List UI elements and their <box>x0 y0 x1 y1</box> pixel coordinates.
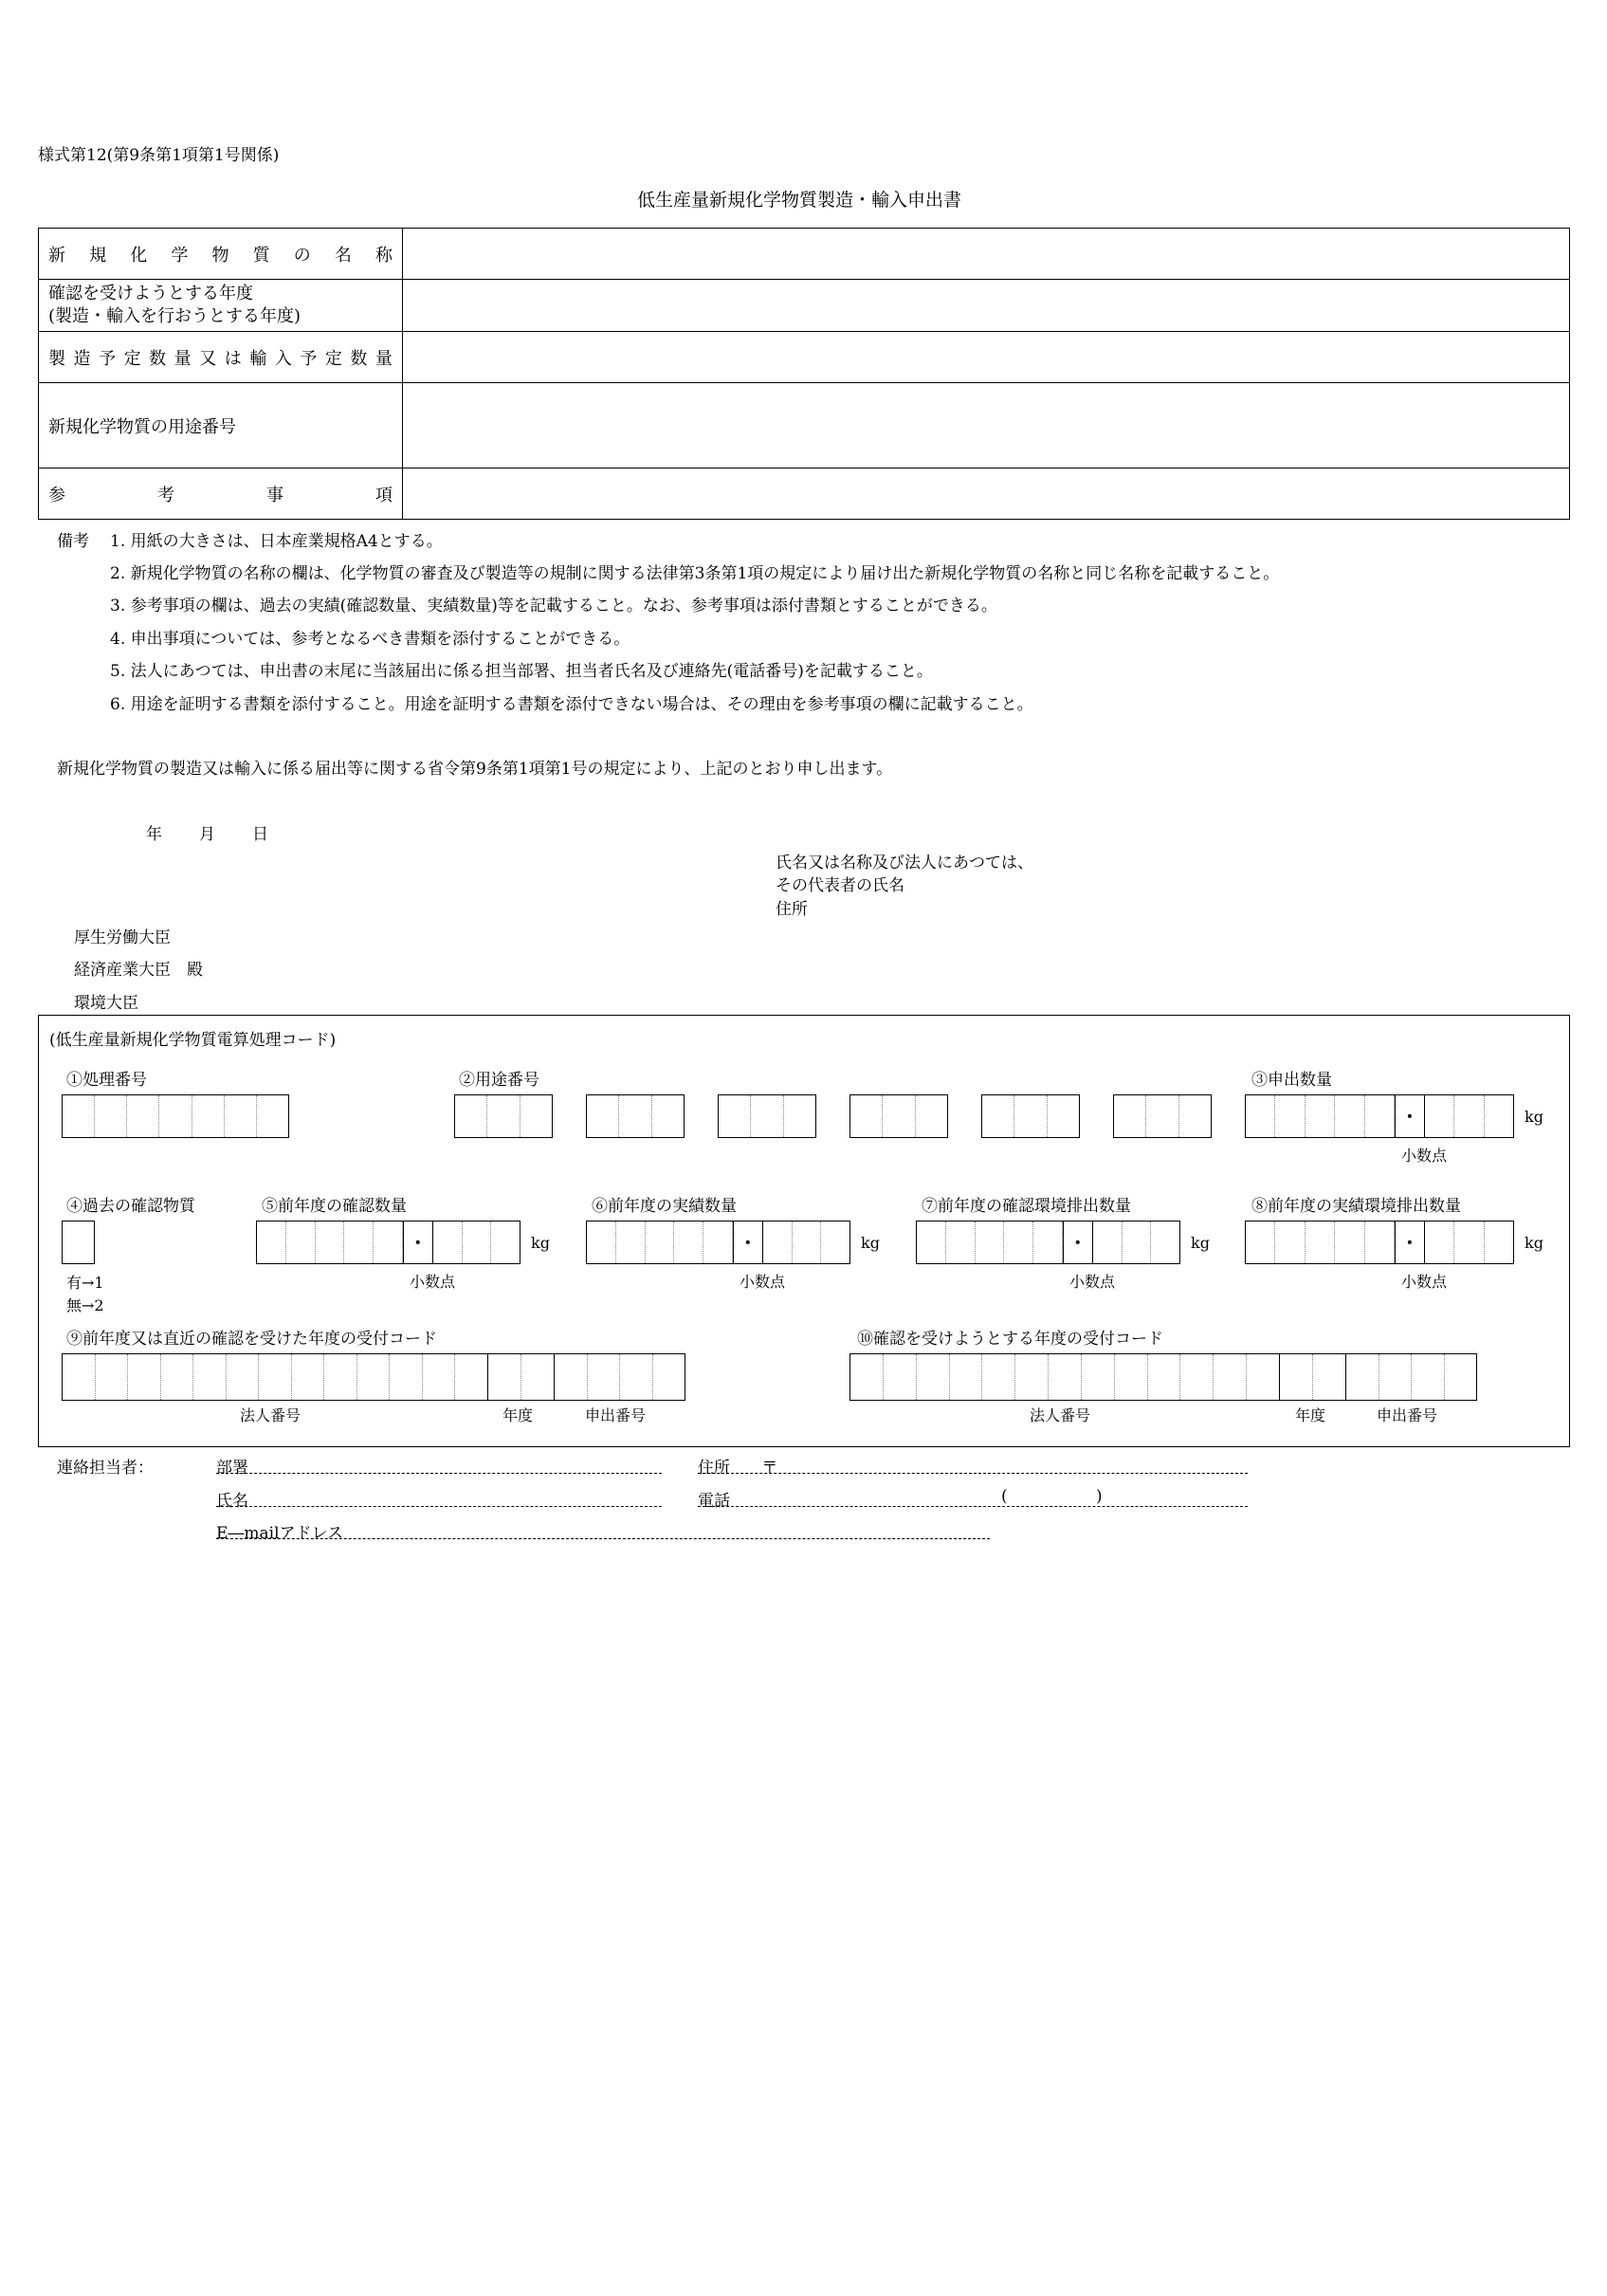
use-number-label: 新規化学物質の用途番号 <box>39 383 403 468</box>
label-char: 造 <box>73 348 91 369</box>
label-char: 化 <box>130 245 148 266</box>
phone-paren-close: ) <box>1096 1487 1103 1506</box>
fiscal-year-label-line1: 確認を受けようとする年度 <box>48 284 253 303</box>
fiscal-year-field[interactable] <box>403 280 1570 332</box>
use-number-box[interactable] <box>1113 1094 1212 1138</box>
planned-quantity-field[interactable] <box>403 332 1570 383</box>
note-item: 1. 用紙の大きさは、日本産業規格A4とする。 <box>110 532 443 551</box>
application-number-label: 申出番号 <box>1377 1406 1438 1424</box>
addressee-meti: 経済産業大臣 殿 <box>74 961 203 980</box>
label-char: 予 <box>300 348 318 369</box>
prev-confirmed-qty-label: ⑤前年度の確認数量 <box>262 1197 407 1216</box>
decimal-label: 小数点 <box>1401 1147 1448 1165</box>
addressee-moe: 環境大臣 <box>74 994 138 1013</box>
prev-reception-code-label: ⑨前年度又は直近の確認を受けた年度の受付コード <box>66 1330 437 1349</box>
label-char: 量 <box>374 348 393 369</box>
prev-actual-emission-label: ⑧前年度の実績環境排出数量 <box>1251 1197 1461 1216</box>
use-number-box[interactable] <box>849 1094 948 1138</box>
processing-number-label: ①処理番号 <box>66 1071 147 1090</box>
phone-label: 電話 <box>698 1492 730 1511</box>
decimal-point: ・ <box>403 1221 433 1263</box>
label-char: 名 <box>334 245 352 266</box>
processing-number-box[interactable] <box>62 1094 289 1138</box>
applicant-line2: その代表者の氏名 <box>776 876 904 895</box>
name-field[interactable] <box>216 1487 662 1511</box>
prev-confirmed-qty-box[interactable] <box>256 1221 520 1264</box>
label-char: 数 <box>350 348 368 369</box>
planned-quantity-label <box>39 332 403 383</box>
code-section-title: (低生産量新規化学物質電算処理コード) <box>49 1031 337 1050</box>
notes-heading: 備考 <box>57 532 89 551</box>
label-char: の <box>293 245 311 266</box>
use-number-box[interactable] <box>981 1094 1080 1138</box>
label-char: 事 <box>266 485 283 505</box>
fiscal-year-code-label: 年度 <box>1295 1406 1326 1424</box>
form-reference: 様式第12(第9条第1項第1号関係) <box>38 146 280 165</box>
decimal-point: ・ <box>1395 1221 1425 1263</box>
label-char: 学 <box>171 245 189 266</box>
label-char: 量 <box>173 348 192 369</box>
note-item: 6. 用途を証明する書類を添付すること。用途を証明する書類を添付できない場合は、その理由を参考事項の欄に記載すること。 <box>110 695 1033 714</box>
label-char: 入 <box>274 348 292 369</box>
fiscal-year-label <box>39 280 403 332</box>
decimal-label: 小数点 <box>1069 1273 1116 1291</box>
label-char: 新 <box>48 245 65 266</box>
note-item: 2. 新規化学物質の名称の欄は、化学物質の審査及び製造等の規制に関する法律第3条第1項の規定により届け出た新規化学物質の名称と同じ名称を記載すること。 <box>110 564 1280 583</box>
label-char: 考 <box>157 485 174 505</box>
application-number-label: 申出番号 <box>585 1406 647 1424</box>
prev-actual-qty-label: ⑥前年度の実績数量 <box>592 1197 737 1216</box>
decimal-label: 小数点 <box>410 1273 456 1291</box>
prev-actual-emission-box[interactable] <box>1245 1221 1514 1264</box>
date-month: 月 <box>199 825 215 844</box>
addressee-mhlw: 厚生労働大臣 <box>74 928 171 947</box>
yes-option: 有→1 <box>66 1274 104 1292</box>
unit-kg: kg <box>1525 1108 1543 1126</box>
no-option: 無→2 <box>66 1296 104 1314</box>
date-day: 日 <box>252 825 268 844</box>
label-char: 項 <box>375 485 393 505</box>
page-title: 低生産量新規化学物質製造・輸入申出書 <box>637 190 962 211</box>
label-char: 規 <box>89 245 107 266</box>
label-char: 又 <box>199 348 217 369</box>
phone-paren-open: ( <box>1001 1487 1008 1506</box>
decimal-label: 小数点 <box>740 1273 786 1291</box>
note-item: 3. 参考事項の欄は、過去の実績(確認数量、実績数量)等を記載すること。なお、参考事項は添付書類とすることができる。 <box>110 597 997 615</box>
decimal-point: ・ <box>1395 1095 1425 1137</box>
past-confirmed-label: ④過去の確認物質 <box>66 1197 195 1216</box>
prev-reception-code-box[interactable] <box>62 1353 685 1401</box>
label-char: 質 <box>252 245 270 266</box>
current-reception-code-label: ⑩確認を受けようとする年度の受付コード <box>857 1330 1163 1349</box>
department-label: 部署 <box>216 1459 248 1478</box>
prev-actual-qty-box[interactable] <box>586 1221 850 1264</box>
applicant-line1: 氏名又は名称及び法人にあつては、 <box>776 854 1033 872</box>
note-item: 5. 法人にあつては、申出書の末尾に当該届出に係る担当部署、担当者氏名及び連絡先(電話番号)を記載すること。 <box>110 662 933 681</box>
current-reception-code-box[interactable] <box>849 1353 1477 1401</box>
name-label: 氏名 <box>216 1492 248 1511</box>
use-number-box[interactable] <box>718 1094 816 1138</box>
decimal-label: 小数点 <box>1401 1273 1448 1291</box>
prev-confirmed-emission-label: ⑦前年度の確認環境排出数量 <box>922 1197 1131 1216</box>
label-char: 輸 <box>249 348 267 369</box>
substance-name-field[interactable] <box>403 229 1570 280</box>
applicant-address: 住所 <box>776 900 808 919</box>
postal-mark: 〒 <box>761 1459 778 1478</box>
reference-field[interactable] <box>403 468 1570 520</box>
decimal-point: ・ <box>1063 1221 1093 1263</box>
label-char: 定 <box>324 348 342 369</box>
label-char: 参 <box>48 485 65 505</box>
decimal-point: ・ <box>733 1221 763 1263</box>
label-char: 数 <box>149 348 167 369</box>
past-confirmed-box[interactable] <box>62 1221 95 1264</box>
reference-label <box>39 468 403 520</box>
declared-quantity-label: ③申出数量 <box>1251 1071 1332 1090</box>
email-field[interactable] <box>216 1519 990 1543</box>
date-year: 年 <box>146 825 162 844</box>
phone-field[interactable] <box>698 1487 1248 1511</box>
address-label: 住所 <box>698 1459 730 1478</box>
address-field[interactable] <box>698 1454 1248 1478</box>
corporate-number-label: 法人番号 <box>1030 1406 1091 1424</box>
use-number-code-label: ②用途番号 <box>459 1071 539 1090</box>
prev-confirmed-emission-box[interactable] <box>916 1221 1180 1264</box>
label-char: 称 <box>375 245 393 266</box>
label-char: 定 <box>123 348 141 369</box>
label-char: 製 <box>48 348 65 369</box>
unit-kg: kg <box>531 1234 550 1252</box>
declaration-text: 新規化学物質の製造又は輸入に係る届出等に関する省令第9条第1項第1号の規定により、上記のとおり申し出ます。 <box>57 760 893 779</box>
department-field[interactable] <box>216 1454 662 1478</box>
label-char: 物 <box>211 245 229 266</box>
label-char: は <box>224 348 242 369</box>
note-item: 4. 申出事項については、参考となるべき書類を添付することができる。 <box>110 630 630 649</box>
use-number-box[interactable] <box>586 1094 685 1138</box>
corporate-number-label: 法人番号 <box>240 1406 301 1424</box>
use-number-field[interactable] <box>403 383 1570 468</box>
use-number-box[interactable] <box>454 1094 553 1138</box>
contact-person-label: 連絡担当者： <box>57 1459 154 1478</box>
fiscal-year-label-line2: (製造・輸入を行おうとする年度) <box>48 306 301 326</box>
application-table <box>38 228 1570 520</box>
unit-kg: kg <box>1525 1234 1543 1252</box>
substance-name-label <box>39 229 403 280</box>
unit-kg: kg <box>1191 1234 1210 1252</box>
unit-kg: kg <box>861 1234 880 1252</box>
fiscal-year-code-label: 年度 <box>502 1406 534 1424</box>
label-char: 予 <box>99 348 117 369</box>
declared-quantity-box[interactable] <box>1245 1094 1514 1138</box>
email-label: E―mailアドレス <box>216 1524 344 1543</box>
